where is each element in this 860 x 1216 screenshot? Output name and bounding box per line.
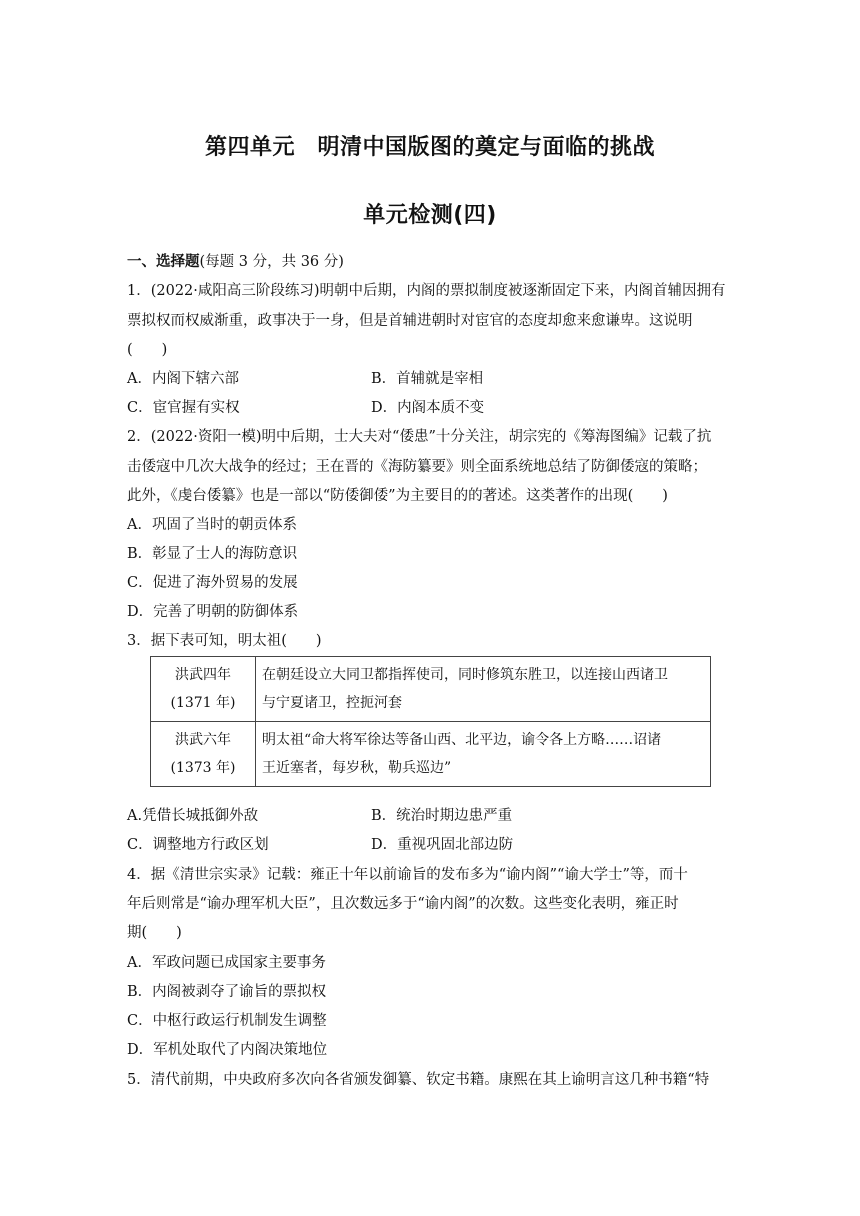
q1-line: ( ) (127, 342, 168, 358)
year-label: (1373 年) (170, 760, 236, 776)
q4-line: 4．据《清世宗实录》记载：雍正十年以前谕旨的发布多为“谕内阁”“谕大学士”等，而十 (127, 867, 688, 883)
q3-option-b: B．统治时期边患严重 (371, 808, 513, 824)
event-text: 在朝廷设立大同卫都指挥使司，同时修筑东胜卫，以连接山西诸卫 (262, 667, 668, 683)
q3-option-c: C．调整地方行政区划 (127, 837, 269, 853)
test-title: 单元检测(四) (363, 203, 497, 228)
q3-stem: 3．据下表可知，明太祖( ) (127, 633, 322, 649)
q3-option-d: D．重视巩固北部边防 (371, 837, 514, 853)
table-row (151, 722, 711, 787)
q2-line: 击倭寇中几次大战争的经过；王在晋的《海防纂要》则全面系统地总结了防御倭寇的策略； (127, 459, 707, 475)
q1-option-d: D．内阁本质不变 (371, 400, 485, 416)
table-cell-event (256, 722, 711, 787)
q1-option-c: C．宦官握有实权 (127, 400, 240, 416)
q1-option-a: A．内阁下辖六部 (127, 371, 239, 387)
q2-line: 2．(2022·资阳一模)明中后期，士大夫对“倭患”十分关注，胡宗宪的《筹海图编》记载了抗 (127, 429, 712, 445)
q2-option-c: C．促进了海外贸易的发展 (127, 575, 298, 591)
section-note: (每题 3 分，共 36 分) (199, 254, 344, 270)
q2-option-d: D．完善了明朝的防御体系 (127, 604, 299, 620)
event-text: 明太祖“命大将军徐达等备山西、北平边，谕令各上方略……诏诸 (262, 732, 662, 748)
year-label: 洪武四年 (175, 667, 231, 683)
event-text: 王近塞者，每岁秋，勒兵巡边” (262, 760, 452, 776)
q3-table (150, 656, 711, 787)
q4-line: 年后则常是“谕办理军机大臣”，且次数远多于“谕内阁”的次数。这些变化表明，雍正时 (127, 896, 679, 912)
q2-option-a: A．巩固了当时的朝贡体系 (127, 517, 297, 533)
table-cell-event (256, 657, 711, 722)
q5-line: 5．清代前期，中央政府多次向各省颁发御纂、钦定书籍。康熙在其上谕明言这几种书籍“特 (127, 1072, 710, 1088)
year-label: 洪武六年 (175, 732, 231, 748)
q2-option-b: B．彰显了士人的海防意识 (127, 546, 298, 562)
q4-line: 期( ) (127, 925, 182, 941)
q4-option-c: C．中枢行政运行机制发生调整 (127, 1013, 327, 1029)
q3-option-a: A.凭借长城抵御外敌 (127, 808, 259, 824)
unit-title: 第四单元 明清中国版图的奠定与面临的挑战 (204, 135, 655, 160)
year-label: (1371 年) (170, 695, 236, 711)
section-heading (127, 252, 739, 272)
q2-line: 此外，《虔台倭纂》也是一部以“防倭御倭”为主要目的的著述。这类著作的出现( ) (127, 488, 668, 504)
event-text: 与宁夏诸卫，控扼河套 (262, 695, 402, 711)
section-label: 一、选择题 (127, 254, 200, 270)
table-cell-year (151, 722, 256, 787)
q4-option-a: A．军政问题已成国家主要事务 (127, 955, 326, 971)
table-row (151, 657, 711, 722)
q1-line: 1．(2022·咸阳高三阶段练习)明朝中后期，内阁的票拟制度被逐渐固定下来，内阁首辅因拥有 (127, 283, 726, 299)
table-cell-year (151, 657, 256, 722)
q1-line: 票拟权而权威渐重，政事决于一身，但是首辅进朝时对宦官的态度却愈来愈谦卑。这说明 (127, 313, 693, 329)
q4-option-b: B．内阁被剥夺了谕旨的票拟权 (127, 984, 327, 1000)
q1-option-b: B．首辅就是宰相 (371, 371, 484, 387)
q4-option-d: D．军机处取代了内阁决策地位 (127, 1042, 328, 1058)
